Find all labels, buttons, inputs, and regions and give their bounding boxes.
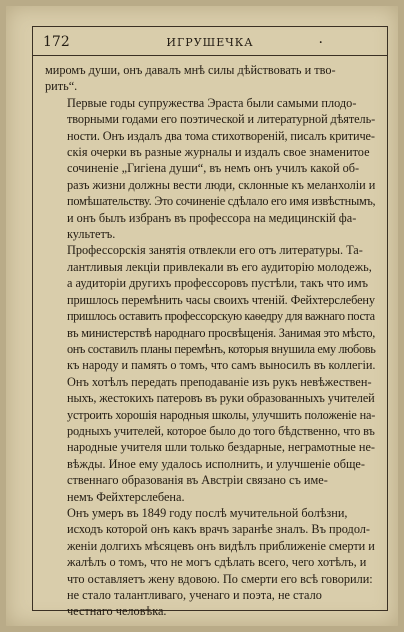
text-line: ственнаго образованія въ Австріи связано съ име- bbox=[67, 473, 328, 488]
text-line: Профессорскія занятія отвлекли его отъ литературы. Та- bbox=[67, 243, 363, 258]
paragraph-4 bbox=[45, 505, 375, 620]
body-text bbox=[45, 62, 375, 620]
page-header bbox=[33, 27, 387, 56]
text-line: творными годами его поэтической и литературной дѣятель- bbox=[67, 112, 376, 127]
text-line: женіи долгихъ мѣсяцевъ онъ видѣлъ приближеніе смерти и bbox=[67, 538, 375, 553]
text-line: въ министерствѣ народнаго просвѣщенія. Занимая это мѣсто, bbox=[67, 325, 376, 340]
text-line: немъ Фейхтерслебена. bbox=[67, 489, 185, 504]
text-line: устроить хорошія народныя школы, улучшить положеніе на- bbox=[67, 407, 376, 422]
text-line: помѣшательству. Это сочиненіе сдѣлало его имя извѣстнымъ, bbox=[67, 194, 376, 209]
text-line: скія очерки въ разные журналы и издалъ свое знаменитое bbox=[67, 145, 370, 160]
text-line: къ народу и память о томъ, что самъ выносилъ въ коллегіи. bbox=[67, 358, 376, 373]
header-dot: . bbox=[318, 31, 323, 47]
running-title: ИГРУШЕЧКА bbox=[166, 36, 254, 49]
text-line: а аудиторіи другихъ профессоровъ пустѣли, такъ что имъ bbox=[67, 276, 369, 291]
text-line: пришлось перемѣнить часы своихъ чтеній. Фейхтерслебену bbox=[67, 292, 375, 307]
text-line: культетъ. bbox=[67, 227, 116, 242]
text-line: Онъ хотѣлъ передать преподаваніе изъ рукъ невѣжествен- bbox=[67, 374, 372, 389]
text-line: лантливыя лекціи привлекали въ его аудиторію молодежь, bbox=[67, 259, 372, 274]
text-line: рить“. bbox=[45, 79, 78, 94]
paragraph-2 bbox=[45, 95, 375, 243]
text-line: исходъ которой онъ какъ врачъ заранѣе зналъ. Въ продол- bbox=[67, 522, 371, 537]
page-number: 172 bbox=[43, 34, 70, 50]
text-line: народные учителя шли только бездарные, неграмотные не- bbox=[67, 440, 375, 455]
text-line: онъ составилъ планы перемѣнъ, которыя внушила ему любовь bbox=[67, 341, 376, 356]
text-line: вѣжды. Иное ему удалось исполнить, и улучшеніе обще- bbox=[67, 456, 365, 471]
text-line: честнаго человѣка. bbox=[67, 604, 167, 619]
text-line: пришлось оставить профессорскую каѳедру для важнаго поста bbox=[67, 309, 375, 324]
text-line: разъ жизни должны вести люди, склонные къ меланхоліи и bbox=[67, 177, 376, 192]
text-line: и онъ былъ избранъ въ профессора на медицинскій фа- bbox=[67, 210, 357, 225]
text-line: ныхъ, жестокихъ патеровъ въ руки образованныхъ учителей bbox=[67, 391, 375, 406]
text-line: что оставляетъ жену вдовою. По смерти его всѣ говорили: bbox=[67, 571, 373, 586]
page-frame bbox=[32, 26, 388, 619]
paragraph-1 bbox=[45, 62, 375, 95]
text-line: Онъ умеръ въ 1849 году послѣ мучительной болѣзни, bbox=[67, 505, 348, 520]
book-page bbox=[6, 6, 398, 626]
text-line: ности. Онъ издалъ два тома стихотвореній, писалъ критиче- bbox=[67, 128, 375, 143]
paragraph-3 bbox=[45, 242, 375, 505]
text-line: миромъ души, онъ давалъ мнѣ силы дѣйствовать и тво- bbox=[45, 63, 336, 77]
text-line: сочиненіе „Гигіена души“, въ немъ онъ училъ какой об- bbox=[67, 161, 360, 176]
text-line: Первые годы супружества Эраста были самыми плодо- bbox=[67, 95, 357, 110]
text-line: родныхъ учителей, которое было до того бѣдственно, что въ bbox=[67, 423, 375, 438]
text-line: жалѣлъ о томъ, что не могъ сдѣлать всего, чего хотѣлъ, и bbox=[67, 555, 367, 570]
text-line: не стало талантливаго, ученаго и поэта, не стало bbox=[67, 588, 322, 602]
